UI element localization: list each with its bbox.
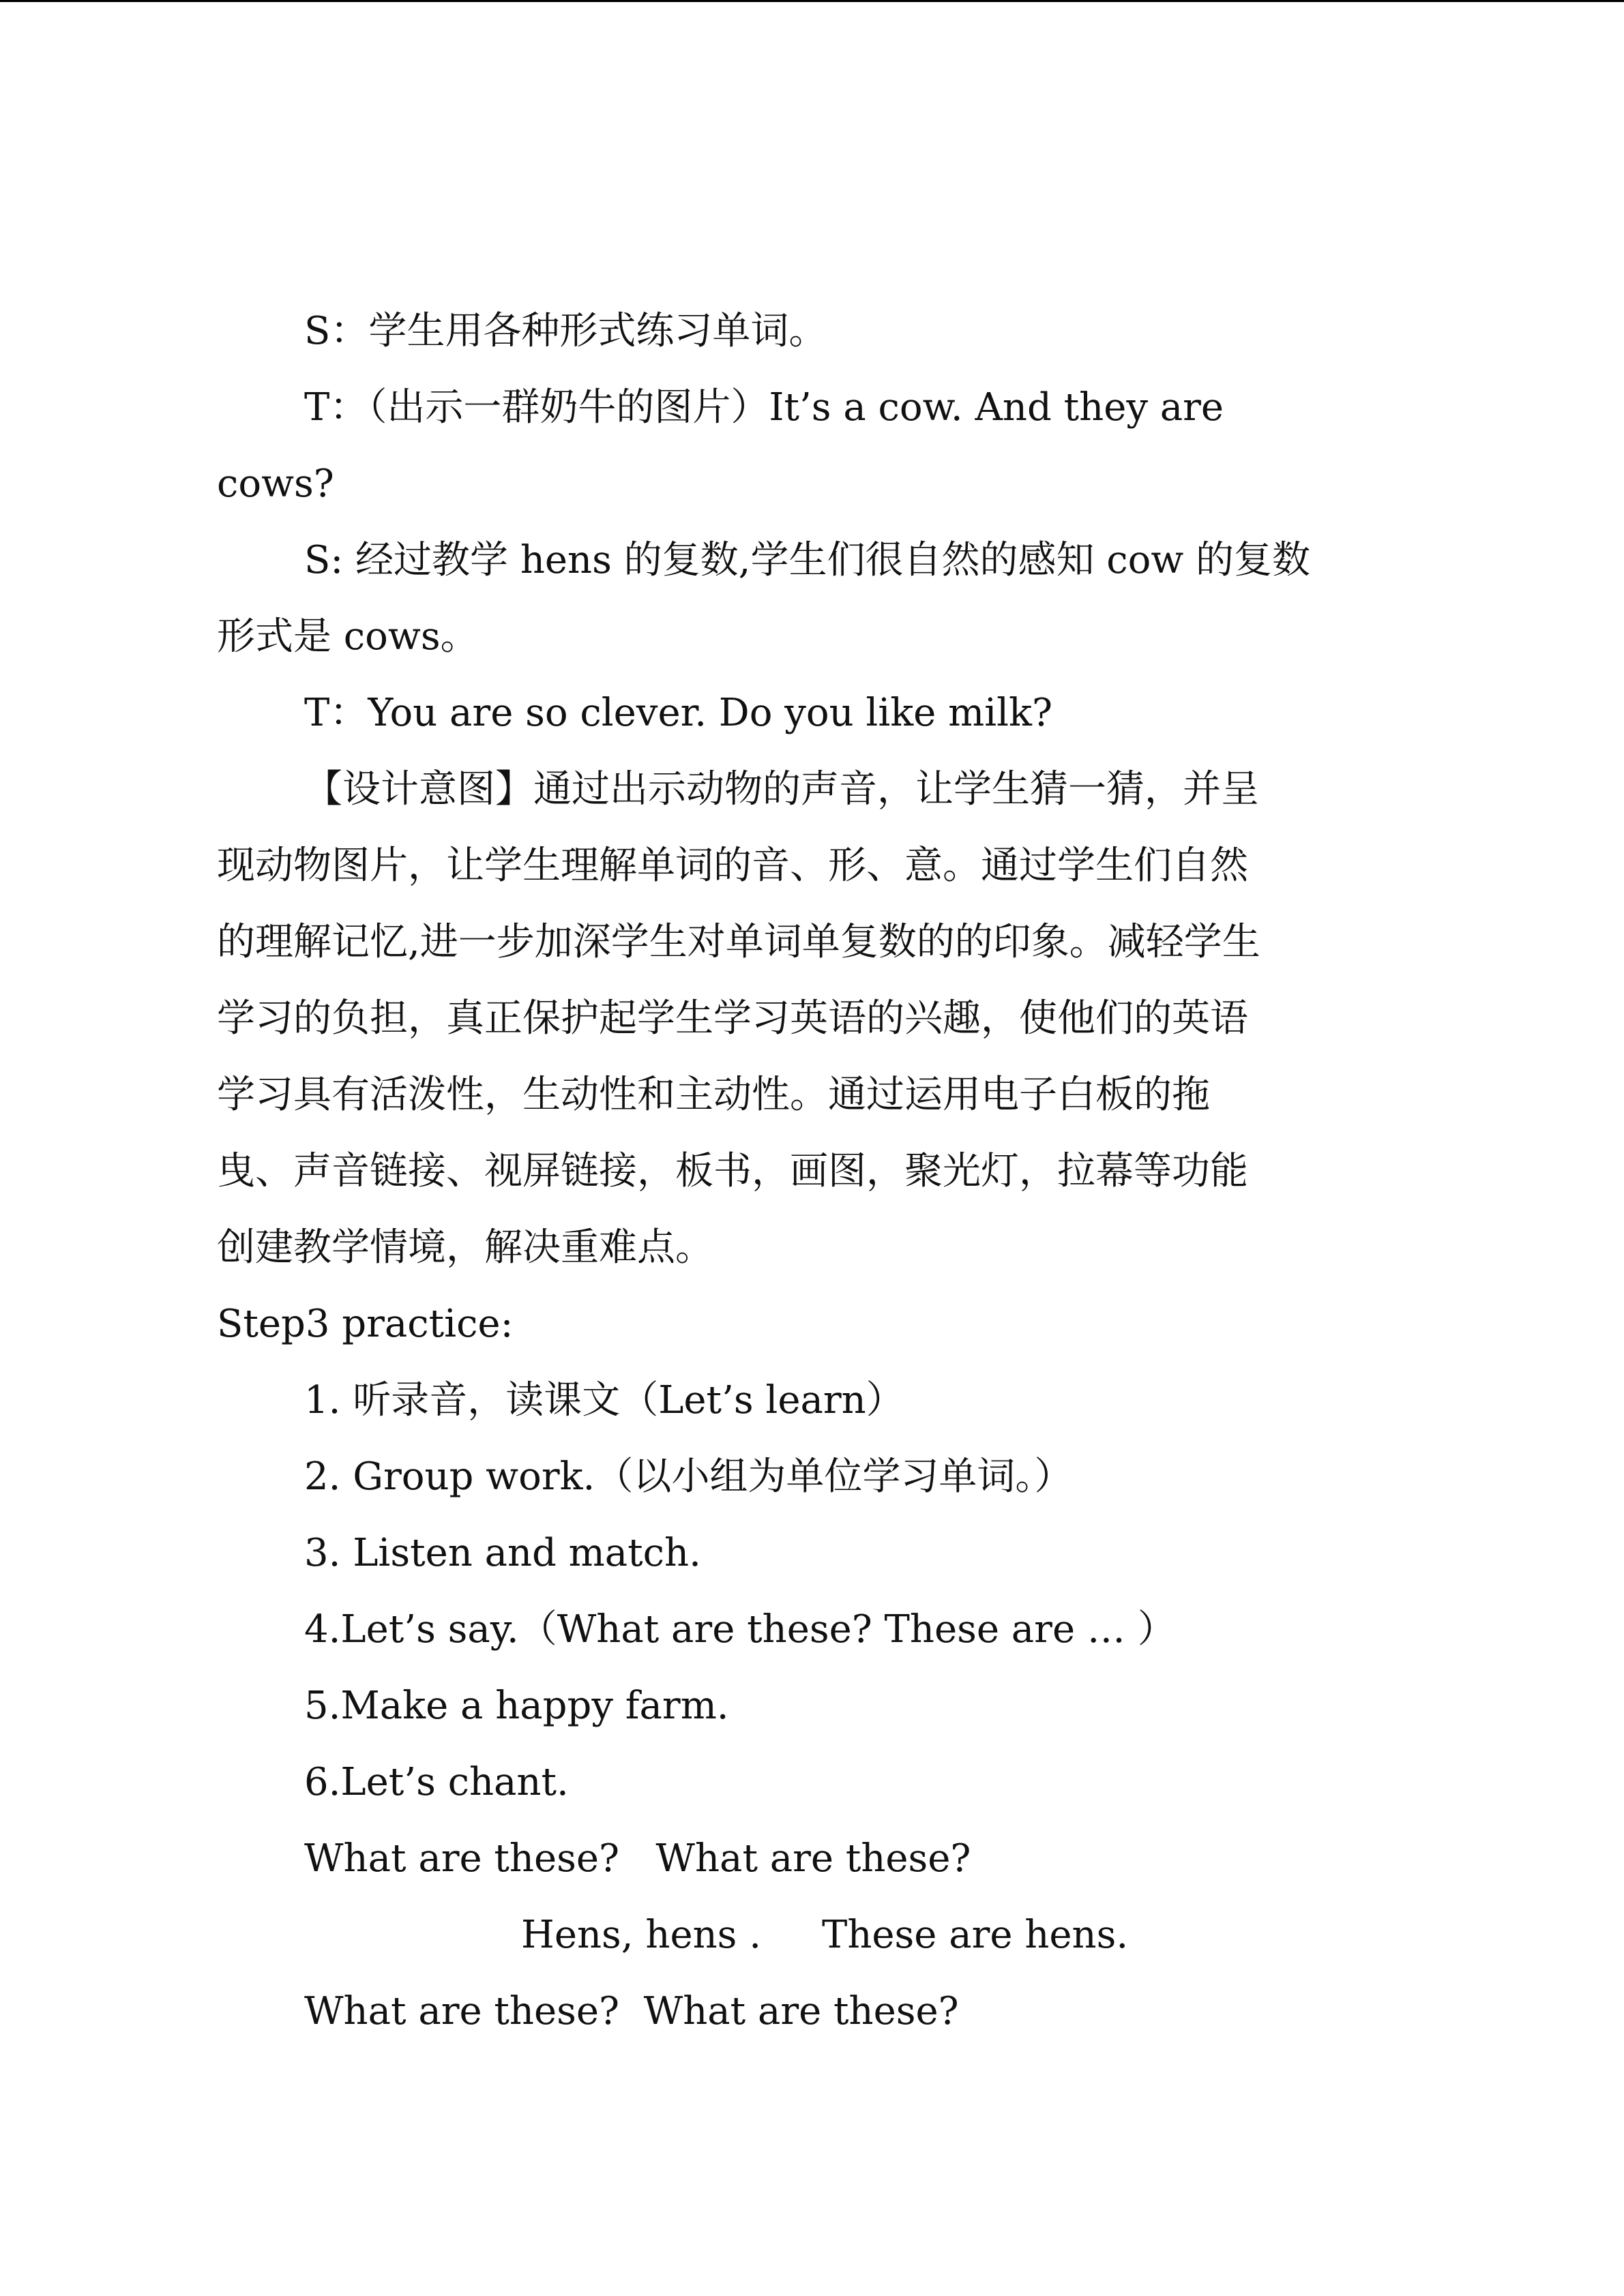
practice-list-item: 4.Let’s say.（What are these? These are … ） — [304, 1607, 1176, 1652]
practice-list-item: 2. Group work.（以小组为单位学习单词。） — [304, 1455, 1073, 1499]
chant-line: What are these? What are these? — [304, 1836, 971, 1881]
dialogue-line-continuation-cows: 形式是 cows。 — [217, 614, 479, 659]
practice-list-item: 5.Make a happy farm. — [304, 1684, 729, 1728]
design-intent-paragraph-line: 的理解记忆,进一步加深学生对单词单复数的的印象。减轻学生 — [217, 920, 1260, 964]
chant-line: Hens, hens . These are hens. — [521, 1913, 1129, 1957]
practice-list-item: 1. 听录音，读课文（Let’s learn） — [304, 1378, 904, 1422]
dialogue-line-continuation: cows? — [217, 462, 334, 506]
design-intent-paragraph-line: 创建教学情境，解决重难点。 — [217, 1225, 713, 1270]
design-intent-paragraph-line: 现动物图片，让学生理解单词的音、形、意。通过学生们自然 — [217, 844, 1248, 888]
top-border-line — [0, 0, 1624, 2]
chant-line: What are these? What are these? — [304, 1989, 959, 2033]
practice-list-item: 6.Let’s chant. — [304, 1760, 569, 1804]
dialogue-line-teacher-cow: T：（出示一群奶牛的图片）It’s a cow. And they are — [304, 385, 1224, 430]
design-intent-paragraph-line: 学习的负担，真正保护起学生学习英语的兴趣，使他们的英语 — [217, 996, 1248, 1041]
dialogue-line-teacher-milk: T：You are so clever. Do you like milk? — [304, 691, 1053, 735]
practice-list-item: 3. Listen and match. — [304, 1531, 701, 1575]
design-intent-paragraph-line: 曳、声音链接、视屏链接，板书，画图，聚光灯，拉幕等功能 — [217, 1149, 1248, 1193]
dialogue-line-student-hens: S: 经过教学 hens 的复数,学生们很自然的感知 cow 的复数 — [304, 538, 1311, 582]
design-intent-paragraph-line: 【设计意图】通过出示动物的声音，让学生猜一猜，并呈 — [304, 767, 1259, 811]
dialogue-line-student-practice: S：学生用各种形式练习单词。 — [304, 309, 827, 353]
design-intent-paragraph-line: 学习具有活泼性，生动性和主动性。通过运用电子白板的拖 — [217, 1073, 1210, 1117]
step-heading: Step3 practice: — [217, 1302, 514, 1346]
